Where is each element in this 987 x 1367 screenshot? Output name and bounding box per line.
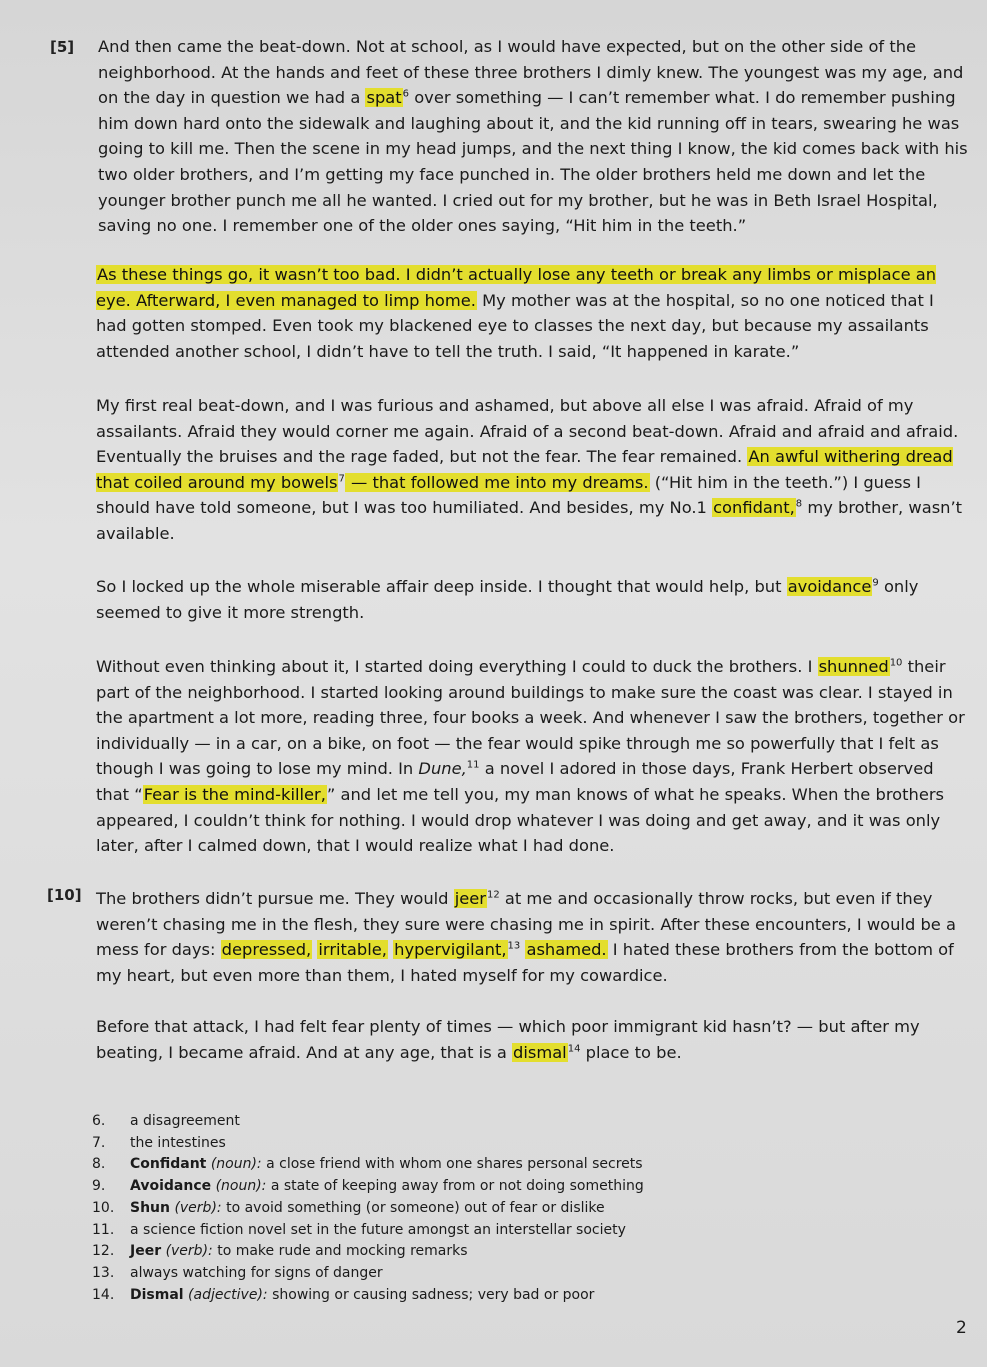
footnote-item (92, 1263, 792, 1285)
highlight-spat: spat (366, 88, 402, 108)
footnote-definition: always watching for signs of danger (130, 1264, 383, 1281)
footnote-ref-12: 12 (486, 889, 500, 901)
footnote-text (130, 1263, 383, 1285)
footnote-item (92, 1154, 792, 1176)
footnote-number: 12. (92, 1243, 115, 1260)
paragraph-before-attack: Before that attack, I had felt fear plenty of times — which poor immigrant kid hasn’t? — but after my beating, I became afraid. And at any age, that is a dismal$^{14}$ place to be. (96, 1017, 920, 1062)
highlight-hypervigilant: hypervigilant, (394, 940, 507, 960)
footnote-ref-11: 11 (466, 759, 480, 771)
paragraph-duck-brothers: Without even thinking about it, I started doing everything I could to duck the brothers. I shunned$^{10}$ their part of the neighborhood. I started looking around buildings to make sure the coast was clear. I stayed in the apartment a lot more, reading three, four books a week. And whenever I saw the brothers, together or individually — in a car, on a bike, on foot — the fear would spike through me so powerfully that I felt as though I was going to lose my mind. In Dune,$^{11}$ a novel I adored in those days, Frank Herbert observed that “Fear is the mind-killer,” and let me tell you, my man knows of what he speaks. When the brothers appeared, I couldn’t think for nothing. I would drop whatever I was doing and get away, and it was only later, after I calmed down, that I would realize what I had done. (96, 657, 965, 856)
paragraph-beat-down: And then came the beat-down. Not at school, as I would have expected, but on the other side of the neighborhood. At the hands and feet of these three brothers I dimly knew. The youngest was my age, and on the day in question we had a spat$^6$ over something — I can’t remember what. I do remember pushing him down hard onto the sidewalk and laughing about it, and the kid running off in tears, swearing he was going to kill me. Then the scene in my head jumps, and the next thing I know, the kid comes back with his two older brothers, and I’m getting my face punched in. The older brothers held me down and let the younger brother punch me all he wanted. I cried out for my brother, but he was in Beth Israel Hospital, saving no one. I remember one of the older ones saying, “Hit him in the teeth.” (98, 37, 968, 236)
footnote-ref-9: 9 (872, 577, 879, 589)
footnote-number: 8. (92, 1156, 106, 1173)
footnote-text (130, 1154, 643, 1176)
footnote-definition: a close friend with whom one shares personal secrets (261, 1156, 643, 1173)
highlight-depressed: depressed, (221, 940, 312, 960)
footnote-number: 7. (92, 1134, 106, 1151)
footnote-definition: a disagreement (130, 1113, 240, 1129)
footnote-definition: to avoid something (or someone) out of fear or dislike (221, 1199, 605, 1216)
footnote-item (92, 1198, 792, 1220)
footnotes-list (92, 1111, 792, 1306)
highlight-irritable: irritable, (318, 940, 387, 960)
footnote-text (130, 1198, 605, 1220)
footnote-term: Shun (130, 1199, 170, 1216)
footnote-ref-7: 7 (338, 473, 345, 485)
footnote-ref-13: 13 (507, 940, 521, 952)
highlight-jeer: jeer (454, 889, 486, 908)
footnote-number: 14. (92, 1286, 115, 1303)
footnote-pos: (noun): (215, 1178, 267, 1195)
footnote-item (92, 1285, 792, 1307)
footnote-number: 11. (92, 1221, 115, 1238)
footnote-pos: (verb): (174, 1199, 222, 1216)
footnote-item (92, 1241, 792, 1263)
paragraph-aftermath: As these things go, it wasn’t too bad. I didn’t actually lose any teeth or break any limbs or misplace an eye. Afterward, I even managed to limp home. My mother was at the hospital, so no one noticed that I had gotten stomped. Even took my blackened eye to classes the next day, but because my assailants attended another school, I didn’t have to tell the truth. I said, “It happened in karate.” (96, 265, 937, 361)
footnote-pos: (noun): (210, 1156, 262, 1173)
highlight-fear-quote: Fear is the mind-killer, (143, 784, 326, 804)
footnote-item (92, 1133, 792, 1155)
footnote-item (92, 1111, 792, 1133)
footnote-definition: showing or causing sadness; very bad or poor (267, 1286, 595, 1303)
highlight-ashamed: ashamed. (526, 940, 607, 960)
highlight-shunned: shunned (818, 657, 889, 676)
footnote-text (130, 1176, 644, 1198)
footnote-term: Dismal (130, 1286, 184, 1303)
book-title-dune: Dune, (418, 759, 467, 779)
footnote-term: Avoidance (130, 1178, 212, 1195)
footnote-term: Jeer (130, 1243, 162, 1260)
footnote-pos: (verb): (165, 1243, 213, 1260)
footnote-number: 9. (92, 1178, 106, 1195)
footnote-text (130, 1111, 240, 1133)
highlight-these-things-go: As these things go, it wasn’t too bad. I didn’t actually lose any teeth or break any limbs or misplace an eye. Afterward, I even managed to limp home. (96, 265, 937, 310)
highlight-dismal: dismal (513, 1042, 567, 1062)
paragraph-number-5: [5] (50, 38, 75, 56)
footnote-ref-10: 10 (889, 657, 903, 669)
footnote-pos: (adjective): (188, 1286, 268, 1303)
footnote-text (130, 1133, 226, 1155)
footnote-text (130, 1285, 594, 1307)
highlight-avoidance: avoidance (787, 577, 872, 596)
highlight-dreams: — that followed me into my dreams. (345, 472, 649, 492)
footnote-ref-6: 6 (402, 88, 410, 100)
highlight-withering-dread: An awful withering dread that coiled around my bowels (96, 447, 953, 492)
footnote-definition: to make rude and mocking remarks (212, 1243, 468, 1260)
paragraph-number-10: [10] (47, 886, 82, 904)
footnote-number: 10. (92, 1199, 115, 1216)
paragraph-afraid: My first real beat-down, and I was furious and ashamed, but above all else I was afraid. Afraid of my assailants. Afraid they would corner me again. Afraid of a second beat-down. Afraid and afraid and afraid. Eventually the bruises and the rage faded, but not the fear. The fear remained. An awful withering dread that coiled around my bowels$^7$ — that followed me into my dreams. (“Hit him in the teeth.”) I guess I should have told someone, but I was too humiliated. And besides, my No.1 confidant,$^8$ my brother, wasn’t available. (96, 396, 963, 543)
footnote-item (92, 1220, 792, 1242)
footnote-item (92, 1176, 792, 1198)
footnote-text (130, 1220, 626, 1242)
footnote-definition: the intestines (130, 1134, 226, 1151)
footnote-ref-8: 8 (795, 498, 803, 510)
footnote-ref-14: 14 (567, 1043, 581, 1055)
footnote-definition: a state of keeping away from or not doing something (266, 1178, 644, 1195)
footnote-term: Confidant (130, 1156, 207, 1173)
paragraph-locked-up: So I locked up the whole miserable affair deep inside. I thought that would help, but avoidance$^9$ only seemed to give it more strength. (96, 577, 919, 622)
paragraph-jeer: The brothers didn’t pursue me. They would jeer$^{12}$ at me and occasionally throw rocks, but even if they weren’t chasing me in the flesh, they sure were chasing me in spirit. After these encounters, I would be a mess for days: depressed, irritable, hypervigilant,$^{13}$ ashamed. I hated these brothers from the bottom of my heart, but even more than them, I hated myself for my cowardice. (96, 889, 956, 985)
page-number: 2 (956, 1318, 967, 1338)
footnote-number: 13. (92, 1264, 115, 1281)
footnote-definition: a science fiction novel set in the future amongst an interstellar society (130, 1221, 626, 1238)
footnote-number: 6. (92, 1113, 106, 1129)
highlight-confidant: confidant, (713, 498, 795, 518)
footnote-text (130, 1241, 468, 1263)
